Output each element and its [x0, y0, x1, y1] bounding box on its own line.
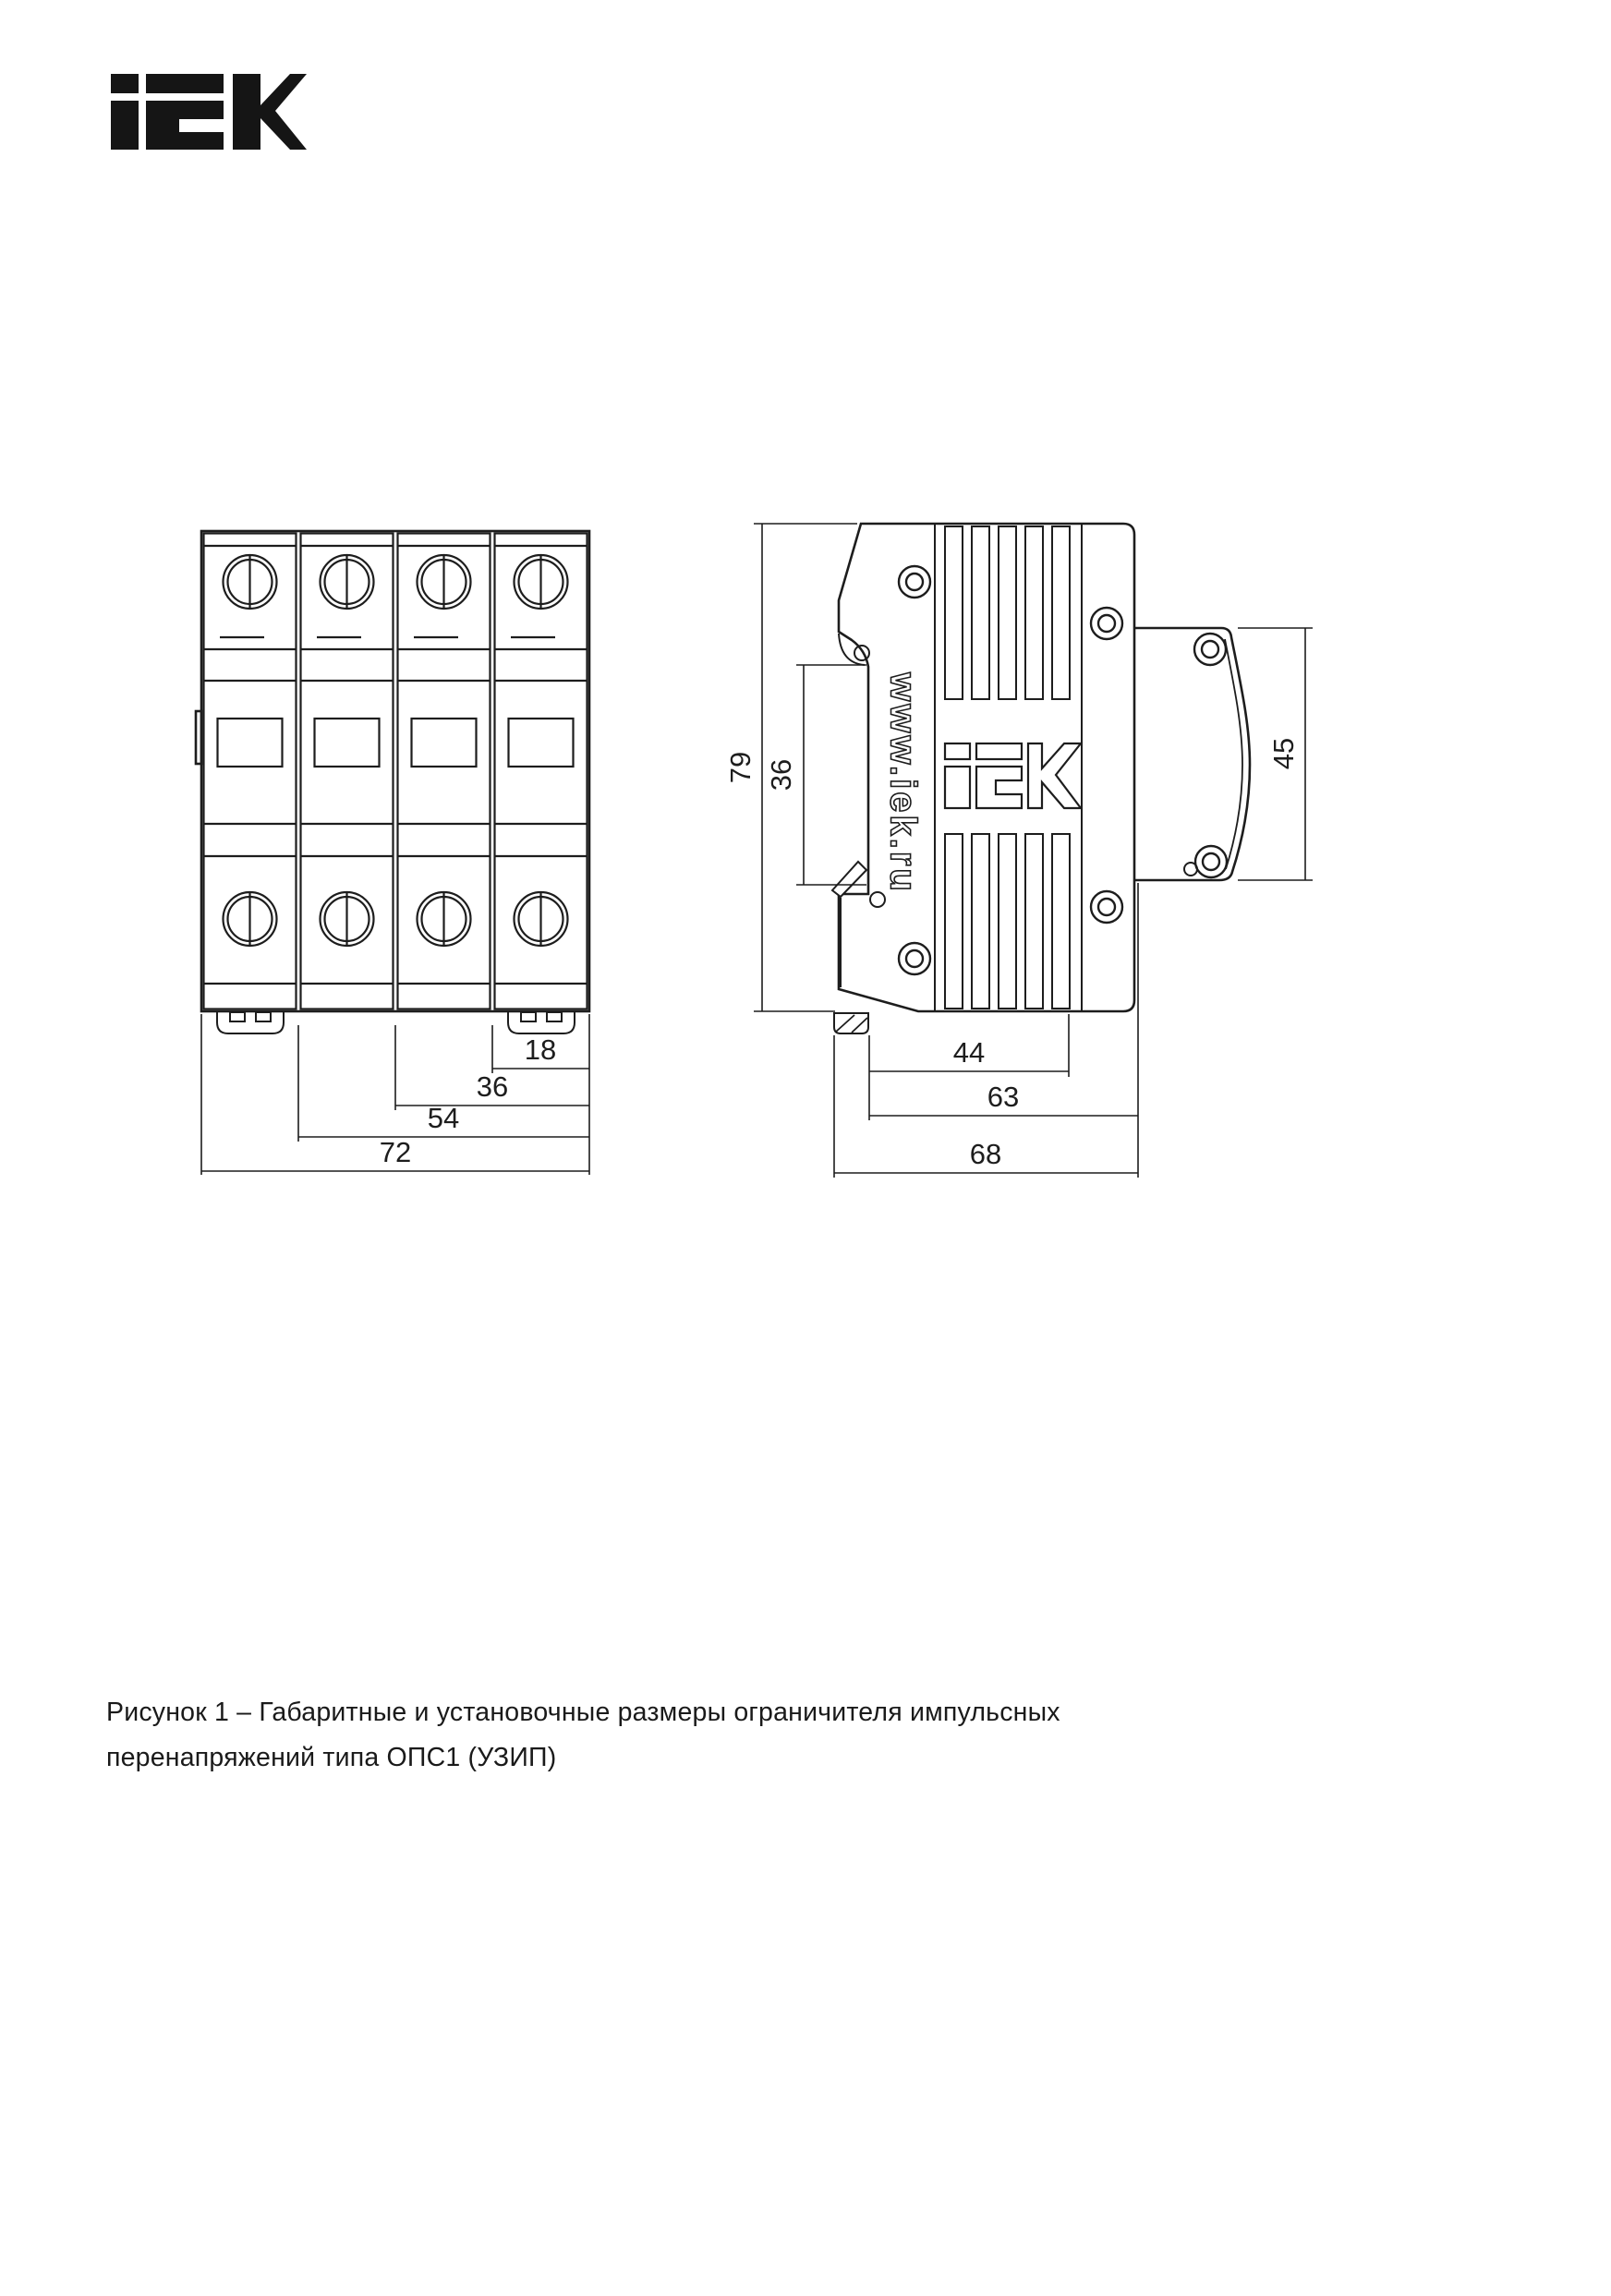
front-view: [196, 531, 589, 1177]
dim-36-label: 36: [476, 1070, 509, 1103]
module-4: [495, 534, 587, 1009]
module-1: [204, 534, 297, 1009]
dim-44-label: 44: [952, 1036, 986, 1069]
side-view: [724, 524, 1313, 1178]
website-marking: www.iek.ru: [882, 672, 924, 894]
side-vertical-dim-labels: [724, 738, 1300, 791]
figure-caption-line1: Рисунок 1 – Габаритные и установочные размеры ограничителя импульсных: [106, 1698, 1060, 1727]
front-dimension-labels: [380, 1033, 556, 1168]
rivet-icon: [899, 566, 930, 598]
rivet-icon: [1194, 634, 1226, 665]
side-view-front-panel: [1134, 628, 1250, 880]
dim-18-label: 18: [524, 1033, 557, 1066]
dim-72-label: 72: [379, 1136, 412, 1168]
vent-slots-top: [945, 526, 1070, 699]
dim-68-label: 68: [969, 1138, 1002, 1170]
dim-45-label: 45: [1267, 737, 1300, 770]
module-2: [301, 534, 394, 1009]
side-horizontal-dims: [834, 883, 1138, 1178]
dim-79-label: 79: [724, 751, 757, 784]
dim-36-side-label: 36: [765, 758, 797, 792]
din-clip-tab-right: [508, 1011, 575, 1033]
pin-hole-icon: [1184, 863, 1197, 876]
din-clip-tab-left: [217, 1011, 284, 1033]
rivet-icon: [1195, 846, 1227, 877]
rivet-icon: [899, 943, 930, 974]
iek-logo-outline-icon: [945, 743, 1081, 808]
rivet-icon: [1091, 891, 1122, 923]
figure-caption: [106, 1690, 1169, 1781]
dim-54-label: 54: [427, 1102, 460, 1134]
module-3: [398, 534, 491, 1009]
pin-hole-icon: [854, 646, 869, 660]
dim-63-label: 63: [987, 1081, 1020, 1113]
iek-logo: [111, 74, 307, 150]
rivet-icon: [1091, 608, 1122, 639]
vent-slots-bottom: [945, 834, 1070, 1009]
figure-caption-line2: перенапряжений типа ОПС1 (УЗИП): [106, 1743, 557, 1772]
side-view-body: [832, 524, 1134, 1033]
pin-hole-icon: [870, 892, 885, 907]
side-horizontal-dim-labels: [953, 1036, 1019, 1170]
